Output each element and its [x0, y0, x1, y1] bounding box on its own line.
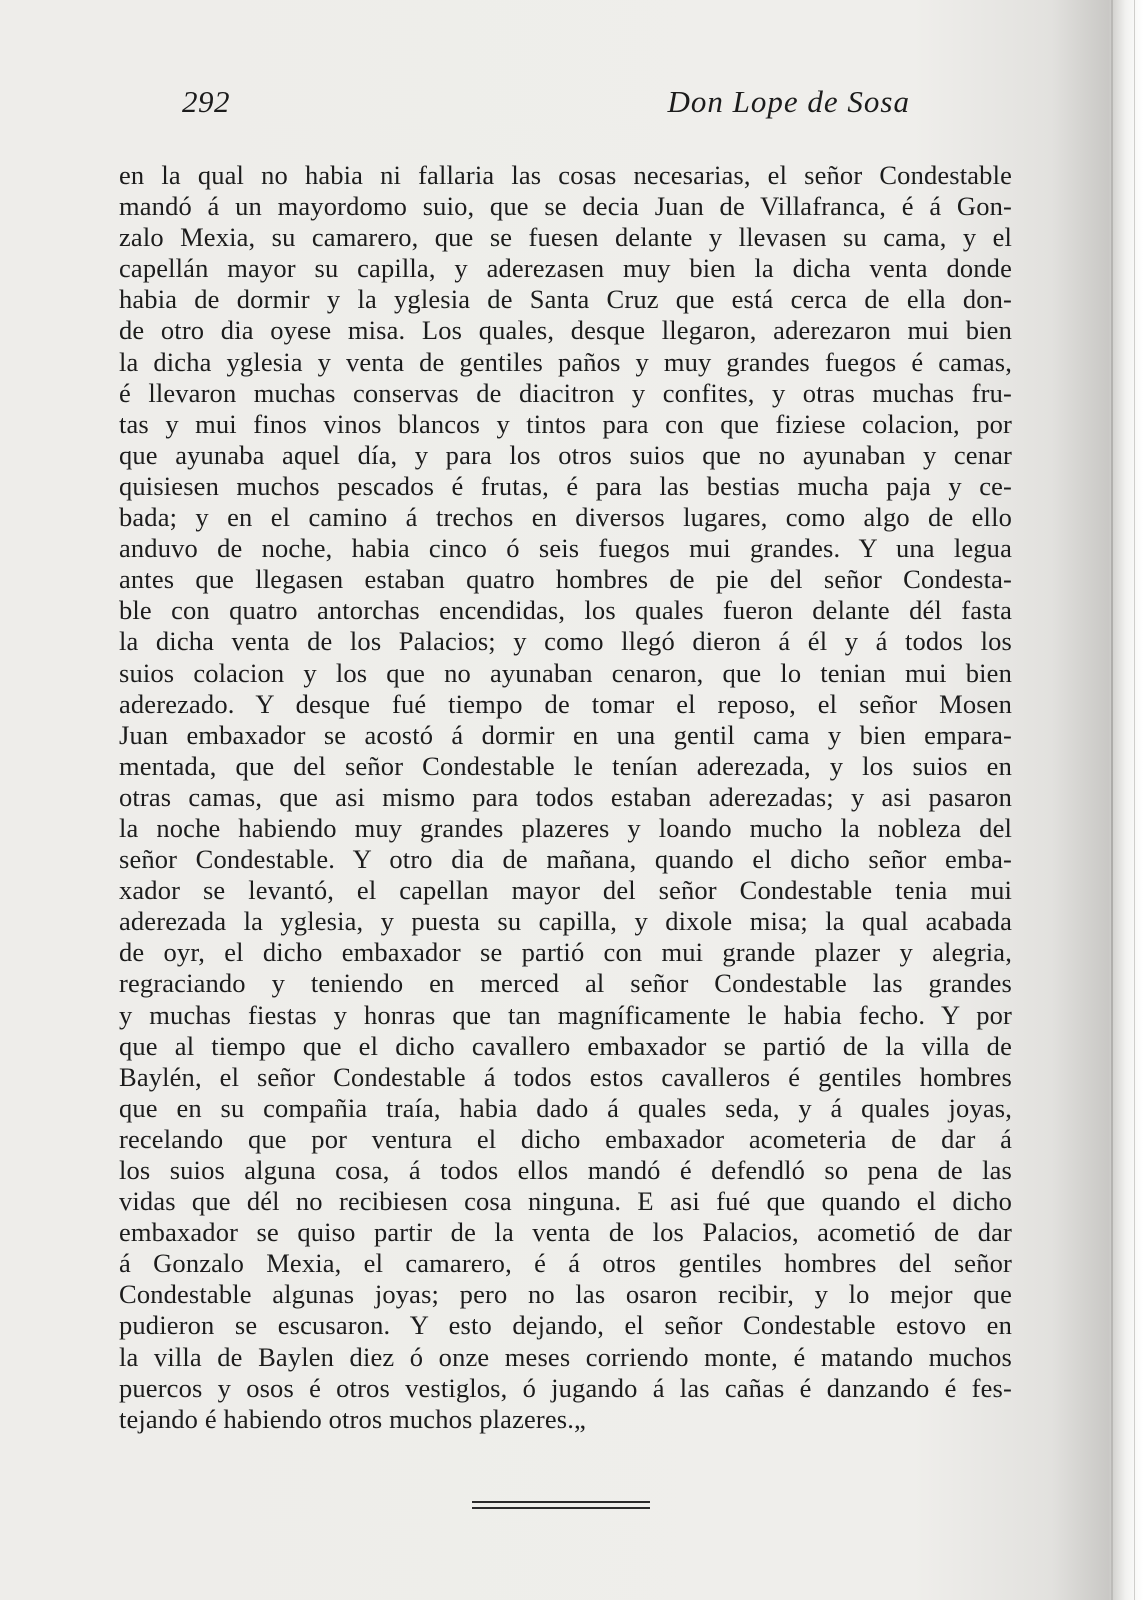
- text-line: zalo Mexia, su camarero, que se fuesen delante y llevasen su cama, y el: [119, 222, 1012, 253]
- closing-rule-top: [472, 1501, 650, 1503]
- text-line: vidas que dél no recibiesen cosa ninguna. E asi fué que quando el dicho: [119, 1186, 1012, 1217]
- page-header: [182, 84, 910, 134]
- text-line: la noche habiendo muy grandes plazeres y loando mucho la nobleza del: [119, 812, 1012, 843]
- text-line: de otro dia oyese misa. Los quales, desque llegaron, aderezaron mui bien: [119, 315, 1012, 346]
- running-title: Don Lope de Sosa: [667, 84, 910, 119]
- text-line: tas y mui finos vinos blancos y tintos para con que fiziese colacion, por: [119, 408, 1012, 439]
- text-line: embaxador se quiso partir de la venta de los Palacios, acometió de dar: [119, 1217, 1012, 1248]
- text-line: otras camas, que asi mismo para todos estaban aderezadas; y asi pasaron: [119, 781, 1012, 812]
- text-line: Baylén, el señor Condestable á todos estos cavalleros é gentiles hombres: [119, 1061, 1012, 1092]
- text-line: mandó á un mayordomo suio, que se decia Juan de Villafranca, é á Gon-: [119, 191, 1012, 222]
- page-edge-shadow: [1111, 0, 1113, 1600]
- page-edge-line: [1134, 0, 1135, 1600]
- text-line: capellán mayor su capilla, y aderezasen muy bien la dicha venta donde: [119, 253, 1012, 284]
- text-line: anduvo de noche, habia cinco ó seis fuegos mui grandes. Y una legua: [119, 533, 1012, 564]
- text-line: la dicha yglesia y venta de gentiles paños y muy grandes fuegos é camas,: [119, 346, 1012, 377]
- text-line: pudieron se escusaron. Y esto dejando, el señor Condestable estovo en: [119, 1310, 1012, 1341]
- text-line: Juan embaxador se acostó á dormir en una gentil cama y bien empara-: [119, 719, 1012, 750]
- text-line: habia de dormir y la yglesia de Santa Cruz que está cerca de ella don-: [119, 284, 1012, 315]
- text-line: recelando que por ventura el dicho embaxador acometeria de dar á: [119, 1123, 1012, 1154]
- text-line: la villa de Baylen diez ó onze meses corriendo monte, é matando muchos: [119, 1341, 1012, 1372]
- text-line: de oyr, el dicho embaxador se partió con mui grande plazer y alegria,: [119, 937, 1012, 968]
- text-line: regraciando y teniendo en merced al señor Condestable las grandes: [119, 968, 1012, 999]
- text-line: antes que llegasen estaban quatro hombres de pie del señor Condesta-: [119, 564, 1012, 595]
- text-line: é llevaron muchas conservas de diacitron y confites, y otras muchas fru-: [119, 377, 1012, 408]
- text-line: y muchas fiestas y honras que tan magníficamente le habia fecho. Y por: [119, 999, 1012, 1030]
- text-line: Condestable algunas joyas; pero no las osaron recibir, y lo mejor que: [119, 1279, 1012, 1310]
- text-line: en la qual no habia ni fallaria las cosas necesarias, el señor Condestable: [119, 160, 1012, 190]
- text-line: que al tiempo que el dicho cavallero embaxador se partió de la villa de: [119, 1030, 1012, 1061]
- text-line-last: tejando é habiendo otros muchos plazeres.„: [119, 1403, 586, 1434]
- body-text: [119, 160, 1012, 1435]
- text-line: quisiesen muchos pescados é frutas, é para las bestias mucha paja y ce-: [119, 470, 1012, 501]
- text-line: aderezada la yglesia, y puesta su capilla, y dixole misa; la qual acabada: [119, 906, 1012, 937]
- text-line: aderezado. Y desque fué tiempo de tomar el reposo, el señor Mosen: [119, 688, 1012, 719]
- text-line: bada; y en el camino á trechos en diversos lugares, como algo de ello: [119, 502, 1012, 533]
- text-line: que ayunaba aquel día, y para los otros suios que no ayunaban y cenar: [119, 439, 1012, 470]
- text-line: á Gonzalo Mexia, el camarero, é á otros gentiles hombres del señor: [119, 1248, 1012, 1279]
- text-line: suios colacion y los que no ayunaban cenaron, que lo tenian mui bien: [119, 657, 1012, 688]
- page-number: 292: [182, 84, 230, 119]
- text-line: puercos y osos é otros vestiglos, ó jugando á las cañas é danzando é fes-: [119, 1372, 1012, 1403]
- text-line: la dicha venta de los Palacios; y como llegó dieron á él y á todos los: [119, 626, 1012, 657]
- text-line: ble con quatro antorchas encendidas, los quales fueron delante dél fasta: [119, 595, 1012, 626]
- text-line: xador se levantó, el capellan mayor del señor Condestable tenia mui: [119, 875, 1012, 906]
- text-line: que en su compañia traía, habia dado á quales seda, y á quales joyas,: [119, 1092, 1012, 1123]
- text-line: señor Condestable. Y otro dia de mañana, quando el dicho señor emba-: [119, 844, 1012, 875]
- closing-rule-bottom: [472, 1507, 650, 1509]
- text-line: los suios alguna cosa, á todos ellos mandó é defendló so pena de las: [119, 1155, 1012, 1185]
- text-line: mentada, que del señor Condestable le tenían aderezada, y los suios en: [119, 750, 1012, 781]
